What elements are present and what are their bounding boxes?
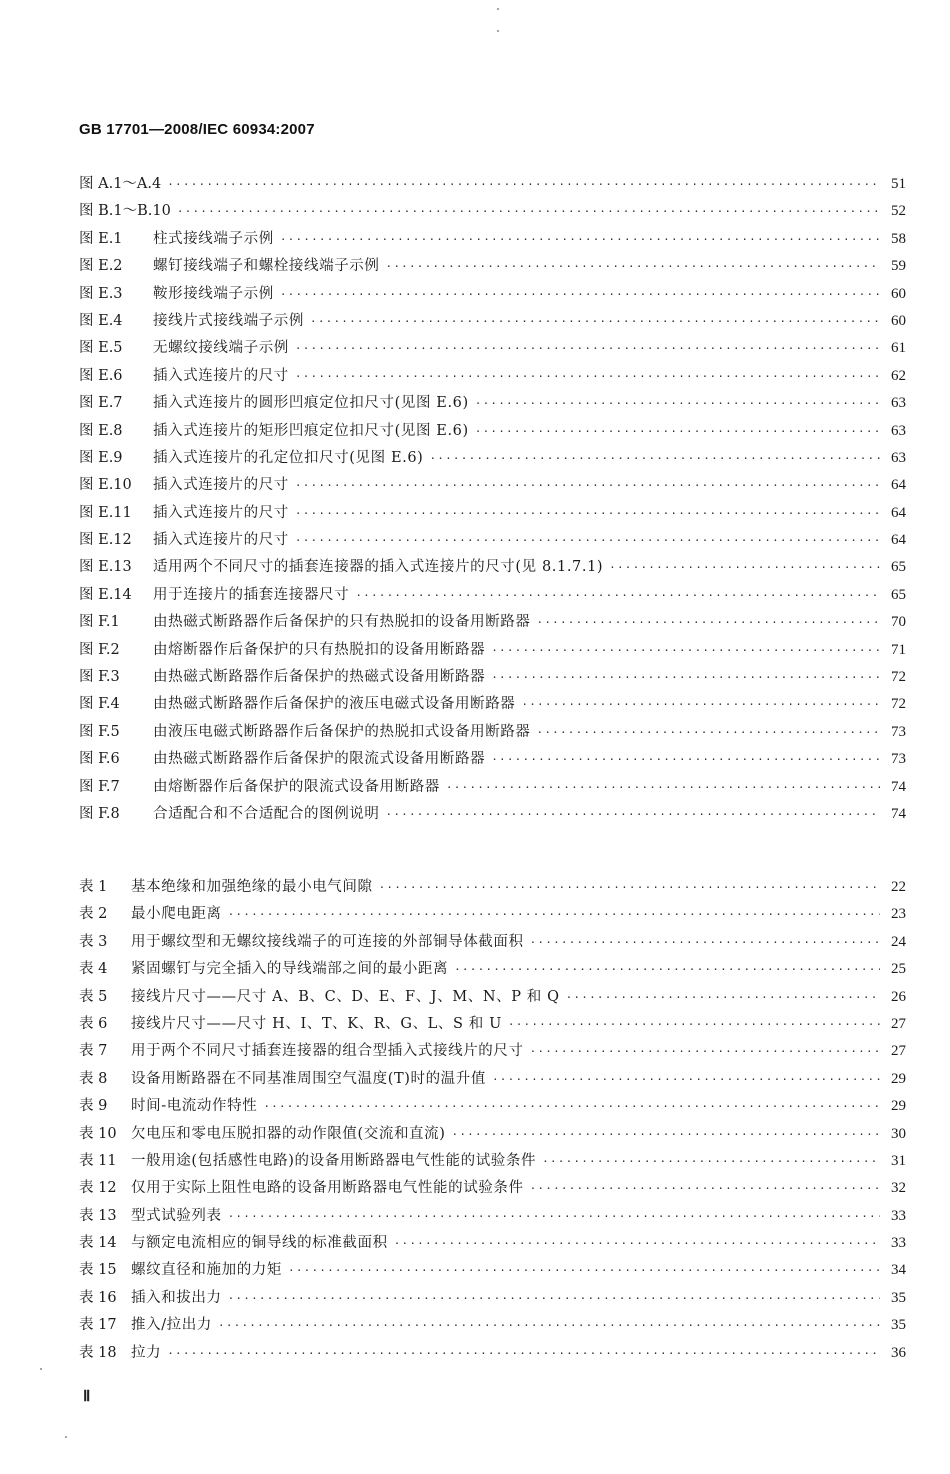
figure-title: 插入式连接片的尺寸 xyxy=(153,504,289,521)
figure-number: 图 F.7 xyxy=(79,778,120,795)
dot-leader xyxy=(295,500,880,527)
dot-leader xyxy=(429,445,880,472)
figure-page-number: 60 xyxy=(891,285,906,302)
figure-page-number: 62 xyxy=(891,367,906,384)
table-entry[interactable] xyxy=(79,1148,906,1175)
table-number: 表 8 xyxy=(79,1070,108,1087)
figure-title: 插入式连接片的尺寸 xyxy=(153,477,289,494)
dot-leader xyxy=(542,1148,880,1175)
figure-title: 插入式连接片的孔定位扣尺寸(见图 E.6) xyxy=(153,449,424,466)
figure-title: 插入式连接片的尺寸 xyxy=(153,367,289,384)
figure-entry[interactable] xyxy=(79,171,906,198)
dot-leader xyxy=(537,719,881,746)
table-page-number: 23 xyxy=(891,906,906,923)
figure-page-number: 60 xyxy=(891,312,906,329)
figure-number: 图 F.6 xyxy=(79,751,120,768)
table-number: 表 11 xyxy=(79,1152,117,1169)
figure-title: 螺钉接线端子和螺栓接线端子示例 xyxy=(153,258,380,275)
dot-leader xyxy=(537,609,881,636)
table-title: 用于螺纹型和无螺纹接线端子的可连接的外部铜导体截面积 xyxy=(131,933,524,950)
table-title: 仅用于实际上阻性电路的设备用断路器电气性能的试验条件 xyxy=(131,1180,524,1197)
figure-entry[interactable] xyxy=(79,664,906,691)
dot-leader xyxy=(530,1038,880,1065)
table-title: 螺纹直径和施加的力矩 xyxy=(131,1262,282,1279)
figure-entry[interactable] xyxy=(79,445,906,472)
figure-entry[interactable] xyxy=(79,308,906,335)
figure-page-number: 74 xyxy=(891,778,906,795)
dot-leader xyxy=(355,582,880,609)
table-title: 紧固螺钉与完全插入的导线端部之间的最小距离 xyxy=(131,961,449,978)
figure-page-number: 74 xyxy=(891,805,906,822)
table-title: 一般用途(包括感性电路)的设备用断路器电气性能的试验条件 xyxy=(131,1152,537,1169)
dot-leader xyxy=(491,664,880,691)
figure-page-number: 63 xyxy=(891,422,906,439)
figure-number: 图 F.1 xyxy=(79,614,120,631)
table-entry[interactable] xyxy=(79,1093,906,1120)
dot-leader xyxy=(386,253,881,280)
table-entry[interactable] xyxy=(79,1312,906,1339)
table-title: 接线片尺寸——尺寸 A、B、C、D、E、F、J、M、N、P 和 Q xyxy=(131,988,560,1005)
standard-code-header: GB 17701—2008/IEC 60934:2007 xyxy=(79,121,315,138)
scan-speck xyxy=(497,8,499,10)
table-number: 表 2 xyxy=(79,906,108,923)
table-page-number: 24 xyxy=(891,933,906,950)
figure-number: 图 F.4 xyxy=(79,696,120,713)
dot-leader xyxy=(454,956,880,983)
figure-page-number: 59 xyxy=(891,258,906,275)
figure-entry[interactable] xyxy=(79,281,906,308)
figure-entry[interactable] xyxy=(79,774,906,801)
figure-entry[interactable] xyxy=(79,226,906,253)
figure-title: 由热磁式断路器作后备保护的热磁式设备用断路器 xyxy=(153,669,486,686)
table-title: 用于两个不同尺寸插套连接器的组合型插入式接线片的尺寸 xyxy=(131,1043,524,1060)
figure-number: 图 E.12 xyxy=(79,532,132,549)
figure-page-number: 72 xyxy=(891,669,906,686)
figure-number: 图 B.1～B.10 xyxy=(79,203,171,220)
scan-speck xyxy=(65,1436,67,1438)
table-title: 型式试验列表 xyxy=(131,1207,222,1224)
dot-leader xyxy=(452,1121,880,1148)
table-entry[interactable] xyxy=(79,929,906,956)
table-page-number: 35 xyxy=(891,1317,906,1334)
table-page-number: 30 xyxy=(891,1125,906,1142)
table-number: 表 5 xyxy=(79,988,108,1005)
figure-title: 插入式连接片的尺寸 xyxy=(153,532,289,549)
dot-leader xyxy=(177,198,880,225)
table-number: 表 16 xyxy=(79,1289,117,1306)
table-page-number: 26 xyxy=(891,988,906,1005)
figure-entry[interactable] xyxy=(79,719,906,746)
table-entry[interactable] xyxy=(79,1038,906,1065)
table-number: 表 7 xyxy=(79,1043,108,1060)
figure-entry[interactable] xyxy=(79,335,906,362)
table-page-number: 31 xyxy=(891,1152,906,1169)
figure-page-number: 64 xyxy=(891,504,906,521)
table-number: 表 10 xyxy=(79,1125,117,1142)
dot-leader xyxy=(228,1203,880,1230)
table-number: 表 3 xyxy=(79,933,108,950)
dot-leader xyxy=(566,984,880,1011)
dot-leader xyxy=(475,418,880,445)
table-page-number: 22 xyxy=(891,879,906,895)
table-page-number: 29 xyxy=(891,1070,906,1087)
dot-leader xyxy=(295,472,880,499)
table-number: 表 6 xyxy=(79,1015,108,1032)
figure-number: 图 E.1 xyxy=(79,230,123,247)
figure-title: 接线片式接线端子示例 xyxy=(153,312,304,329)
dot-leader xyxy=(521,691,880,718)
table-title: 设备用断路器在不同基准周围空气温度(T)时的温升值 xyxy=(131,1070,486,1087)
figure-page-number: 58 xyxy=(891,230,906,247)
figure-title: 柱式接线端子示例 xyxy=(153,230,274,247)
figure-number: 图 E.4 xyxy=(79,312,123,329)
dot-leader xyxy=(167,1340,880,1367)
figure-page-number: 63 xyxy=(891,395,906,412)
figure-title: 由热磁式断路器作后备保护的液压电磁式设备用断路器 xyxy=(153,696,516,713)
table-title: 拉力 xyxy=(131,1344,162,1361)
table-number: 表 1 xyxy=(79,879,108,895)
figure-number: 图 F.3 xyxy=(79,669,120,686)
table-number: 表 4 xyxy=(79,961,108,978)
table-number: 表 18 xyxy=(79,1344,117,1361)
table-title: 欠电压和零电压脱扣器的动作限值(交流和直流) xyxy=(131,1125,446,1142)
figure-page-number: 63 xyxy=(891,449,906,466)
figure-title: 合适配合和不合适配合的图例说明 xyxy=(153,805,380,822)
table-number: 表 12 xyxy=(79,1180,117,1197)
figure-page-number: 72 xyxy=(891,696,906,713)
figure-page-number: 64 xyxy=(891,532,906,549)
table-title: 与额定电流相应的铜导线的标准截面积 xyxy=(131,1235,388,1252)
dot-leader xyxy=(280,226,880,253)
figure-number: 图 E.14 xyxy=(79,586,132,603)
table-entry[interactable] xyxy=(79,1175,906,1202)
dot-leader xyxy=(491,637,880,664)
figure-title: 由熔断器作后备保护的限流式设备用断路器 xyxy=(153,778,440,795)
table-entry[interactable] xyxy=(79,874,906,901)
dot-leader xyxy=(492,1066,880,1093)
figure-number: 图 E.9 xyxy=(79,449,123,466)
figure-number: 图 E.10 xyxy=(79,477,132,494)
table-entry[interactable] xyxy=(79,984,906,1011)
figure-entry[interactable] xyxy=(79,472,906,499)
dot-leader xyxy=(475,390,880,417)
table-title: 时间-电流动作特性 xyxy=(131,1098,258,1115)
figure-page-number: 65 xyxy=(891,586,906,603)
dot-leader xyxy=(310,308,880,335)
figure-title: 适用两个不同尺寸的插套连接器的插入式连接片的尺寸(见 8.1.7.1) xyxy=(153,559,604,576)
figure-page-number: 70 xyxy=(891,614,906,631)
figure-title: 鞍形接线端子示例 xyxy=(153,285,274,302)
table-title: 推入/拉出力 xyxy=(131,1317,212,1334)
table-number: 表 14 xyxy=(79,1235,117,1252)
dot-leader xyxy=(491,746,880,773)
figure-entry[interactable] xyxy=(79,500,906,527)
figure-entry[interactable] xyxy=(79,637,906,664)
figure-entry[interactable] xyxy=(79,691,906,718)
figure-entry[interactable] xyxy=(79,198,906,225)
dot-leader xyxy=(295,335,880,362)
table-title: 基本绝缘和加强绝缘的最小电气间隙 xyxy=(131,879,373,895)
table-page-number: 35 xyxy=(891,1289,906,1306)
table-page-number: 34 xyxy=(891,1262,906,1279)
table-entry[interactable] xyxy=(79,1066,906,1093)
table-entry[interactable] xyxy=(79,1121,906,1148)
dot-leader xyxy=(530,929,880,956)
table-page-number: 33 xyxy=(891,1235,906,1252)
figure-number: 图 F.8 xyxy=(79,805,120,822)
figure-number: 图 E.5 xyxy=(79,340,123,357)
figure-title: 插入式连接片的矩形凹痕定位扣尺寸(见图 E.6) xyxy=(153,422,469,439)
scan-speck xyxy=(497,30,499,32)
dot-leader xyxy=(446,774,880,801)
figure-number: 图 F.2 xyxy=(79,641,120,658)
table-entry[interactable] xyxy=(79,1257,906,1284)
dot-leader xyxy=(295,527,880,554)
table-entry[interactable] xyxy=(79,1230,906,1257)
figure-page-number: 52 xyxy=(891,203,906,220)
figure-number: 图 E.3 xyxy=(79,285,123,302)
dot-leader xyxy=(228,1285,880,1312)
figure-title: 由液压电磁式断路器作后备保护的热脱扣式设备用断路器 xyxy=(153,723,531,740)
figure-entry[interactable] xyxy=(79,801,906,828)
table-page-number: 27 xyxy=(891,1043,906,1060)
dot-leader xyxy=(508,1011,880,1038)
figure-number: 图 E.11 xyxy=(79,504,132,521)
dot-leader xyxy=(386,801,881,828)
dot-leader xyxy=(394,1230,880,1257)
dot-leader xyxy=(280,281,880,308)
figure-entry[interactable] xyxy=(79,390,906,417)
table-number: 表 13 xyxy=(79,1207,117,1224)
figure-list xyxy=(79,171,906,828)
figure-entry[interactable] xyxy=(79,527,906,554)
dot-leader xyxy=(379,874,880,901)
figure-entry[interactable] xyxy=(79,609,906,636)
table-title: 接线片尺寸——尺寸 H、I、T、K、R、G、L、S 和 U xyxy=(131,1015,502,1032)
dot-leader xyxy=(167,171,880,198)
dot-leader xyxy=(288,1257,880,1284)
scan-speck xyxy=(40,1368,42,1370)
figure-page-number: 73 xyxy=(891,723,906,740)
table-page-number: 36 xyxy=(891,1344,906,1361)
dot-leader xyxy=(530,1175,880,1202)
figure-title: 由热磁式断路器作后备保护的只有热脱扣的设备用断路器 xyxy=(153,614,531,631)
dot-leader xyxy=(609,554,880,581)
table-list xyxy=(79,874,906,1367)
dot-leader xyxy=(218,1312,880,1339)
figure-title: 用于连接片的插套连接器尺寸 xyxy=(153,586,350,603)
table-entry[interactable] xyxy=(79,1203,906,1230)
figure-page-number: 51 xyxy=(891,176,906,192)
dot-leader xyxy=(228,901,880,928)
figure-page-number: 73 xyxy=(891,751,906,768)
figure-entry[interactable] xyxy=(79,746,906,773)
table-entry[interactable] xyxy=(79,1285,906,1312)
table-entry[interactable] xyxy=(79,901,906,928)
figure-number: 图 F.5 xyxy=(79,723,120,740)
table-page-number: 25 xyxy=(891,961,906,978)
figure-page-number: 71 xyxy=(891,641,906,658)
table-page-number: 29 xyxy=(891,1098,906,1115)
figure-entry[interactable] xyxy=(79,363,906,390)
table-number: 表 9 xyxy=(79,1098,108,1115)
figure-number: 图 E.6 xyxy=(79,367,123,384)
table-title: 插入和拔出力 xyxy=(131,1289,222,1306)
table-number: 表 15 xyxy=(79,1262,117,1279)
figure-entry[interactable] xyxy=(79,253,906,280)
figure-title: 由熔断器作后备保护的只有热脱扣的设备用断路器 xyxy=(153,641,486,658)
page-number: Ⅱ xyxy=(83,1389,91,1405)
figure-entry[interactable] xyxy=(79,582,906,609)
table-page-number: 27 xyxy=(891,1015,906,1032)
figure-number: 图 E.13 xyxy=(79,559,132,576)
table-title: 最小爬电距离 xyxy=(131,906,222,923)
table-entry[interactable] xyxy=(79,1340,906,1367)
table-page-number: 33 xyxy=(891,1207,906,1224)
table-entry[interactable] xyxy=(79,1011,906,1038)
figure-page-number: 65 xyxy=(891,559,906,576)
figure-number: 图 A.1～A.4 xyxy=(79,176,162,192)
figure-title: 由热磁式断路器作后备保护的限流式设备用断路器 xyxy=(153,751,486,768)
table-number: 表 17 xyxy=(79,1317,117,1334)
figure-page-number: 61 xyxy=(891,340,906,357)
figure-title: 无螺纹接线端子示例 xyxy=(153,340,289,357)
table-entry[interactable] xyxy=(79,956,906,983)
figure-number: 图 E.7 xyxy=(79,395,123,412)
dot-leader xyxy=(295,363,880,390)
figure-entry[interactable] xyxy=(79,418,906,445)
figure-number: 图 E.2 xyxy=(79,258,123,275)
dot-leader xyxy=(263,1093,880,1120)
figure-title: 插入式连接片的圆形凹痕定位扣尺寸(见图 E.6) xyxy=(153,395,469,412)
table-page-number: 32 xyxy=(891,1180,906,1197)
figure-page-number: 64 xyxy=(891,477,906,494)
figure-number: 图 E.8 xyxy=(79,422,123,439)
figure-entry[interactable] xyxy=(79,554,906,581)
